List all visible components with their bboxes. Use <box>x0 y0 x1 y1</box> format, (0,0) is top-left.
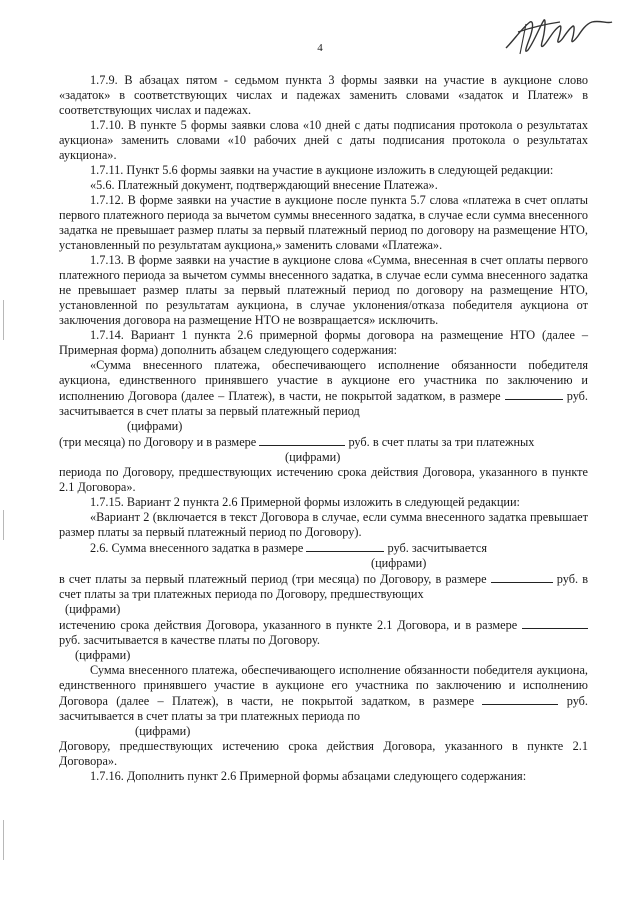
paragraph-1-7-16: 1.7.16. Дополнить пункт 2.6 Примерной формы абзацами следующего содержания: <box>90 769 527 783</box>
blank-field <box>482 693 558 705</box>
scan-mark <box>3 820 4 860</box>
paragraph-1-7-10: 1.7.10. В пункте 5 формы заявки слова «10 дней с даты подписания протокола о результатах аукциона» заменить словами «10 рабочих дней с даты подписания протокола о результатах аукциона». <box>59 118 588 162</box>
subscript-line <box>59 419 588 434</box>
paragraph-1-7-14: 1.7.14. Вариант 1 пункта 2.6 примерной формы договора на размещение НТО (далее – Примерная форма) дополнить абзацем следующего содержания: <box>59 328 588 357</box>
paragraph-1-7-15-quote: «Вариант 2 (включается в текст Договора в случае, если сумма внесенного задатка превышает размер платы за первый платежный период по Договору). <box>59 510 588 539</box>
blank-field <box>306 540 384 552</box>
subscript-label: (цифрами) <box>285 450 341 464</box>
paragraph-1-7-12: 1.7.12. В форме заявки на участие в аукционе после пункта 5.7 слова «платежа в счет оплаты первого платежного периода за вычетом суммы внесенного задатка, в случае если сумма внесенного задатка не превышает размер платы за первый платежный период по договору на размещение НТО, установленный по результатам аукциона,» заменить словами «Платежа». <box>59 193 588 252</box>
text-segment: руб. засчитывается в счет платы за три платежных периода по <box>59 694 589 723</box>
paragraph-2-6-cont2 <box>59 617 588 648</box>
text-segment: руб. в счет платы за три платежных периода по Договору, предшествующих <box>59 572 589 601</box>
paragraph-1-7-11-quote: «5.6. Платежный документ, подтверждающий внесение Платежа». <box>90 178 438 192</box>
page-number: 4 <box>317 42 323 54</box>
paragraph-1-7-14-quote <box>59 358 588 419</box>
subscript-label: (цифрами) <box>75 648 131 662</box>
blank-field <box>522 617 588 629</box>
blank-field <box>491 571 553 583</box>
paragraph-1-7-14-quote-end: периода по Договору, предшествующих истечению срока действия Договора, указанного в пункте 2.1 Договора». <box>59 465 588 494</box>
text-segment: руб. засчитывается в качестве платы по Договору. <box>59 633 320 647</box>
subscript-line <box>59 602 588 617</box>
document-body <box>59 73 588 784</box>
text-segment: руб. в счет платы за три платежных <box>348 435 535 449</box>
paragraph-2-6-second <box>59 663 588 724</box>
text-segment: «Сумма внесенного платежа, обеспечивающего исполнение обязанности победителя аукциона, единственного принявшего участие в аукционе его участника по заключению и исполнению Договора (далее – Платеж), в части, не покрытой задатком, в размере <box>59 358 588 403</box>
paragraph-2-6-second-end: Договору, предшествующих истечению срока действия Договора, указанного в пункте 2.1 Договора». <box>59 739 588 768</box>
text-segment: в счет платы за первый платежный период (три месяца) по Договору, в размере <box>59 572 487 586</box>
paragraph-1-7-13: 1.7.13. В форме заявки на участие в аукционе слова «Сумма, внесенная в счет оплаты первого платежного периода за вычетом суммы внесенного задатка, в случае если сумма внесенного задатка не превышает размер платы за первый платежный период по договору на размещение НТО, установленной по результатам аукциона, в случае уклонения/отказа победителя аукциона от заключения договора на размещение НТО не возвращается» исключить. <box>59 253 588 327</box>
text-segment: руб. засчитывается <box>387 541 487 555</box>
subscript-label: (цифрами) <box>127 419 183 433</box>
subscript-line <box>59 450 588 465</box>
subscript-label: (цифрами) <box>65 602 121 616</box>
paragraph-1-7-14-quote-cont <box>59 434 588 450</box>
paragraph-1-7-11: 1.7.11. Пункт 5.6 формы заявки на участие в аукционе изложить в следующей редакции: <box>90 163 554 177</box>
signature-image <box>500 10 618 60</box>
subscript-line <box>59 556 588 571</box>
subscript-label: (цифрами) <box>135 724 191 738</box>
paragraph-2-6-cont <box>59 571 588 602</box>
text-segment: 2.6. Сумма внесенного задатка в размере <box>90 541 304 555</box>
text-segment: Сумма внесенного платежа, обеспечивающего исполнение обязанности победителя аукциона, единственного принявшего участие в аукционе его участника по заключению и исполнению Договора (далее – Платеж), в части, не покрытой задатком, в размере <box>59 663 588 708</box>
text-segment: (три месяца) по Договору и в размере <box>59 435 257 449</box>
paragraph-1-7-9: 1.7.9. В абзацах пятом - седьмом пункта 3 формы заявки на участие в аукционе слово «задаток» в соответствующих числах и падежах заменить словами «задаток и Платеж» в соответствующих числах и падежах. <box>59 73 588 117</box>
text-segment: истечению срока действия Договора, указанного в пункте 2.1 Договора, и в размере <box>59 618 518 632</box>
blank-field <box>505 388 563 400</box>
subscript-label: (цифрами) <box>371 556 427 570</box>
text-segment: руб. засчитывается в счет платы за первый платежный период <box>59 389 589 418</box>
paragraph-2-6 <box>59 540 588 556</box>
scan-mark <box>3 510 4 540</box>
scan-mark <box>3 300 4 340</box>
subscript-line <box>59 724 588 739</box>
paragraph-1-7-15: 1.7.15. Вариант 2 пункта 2.6 Примерной формы изложить в следующей редакции: <box>90 495 520 509</box>
subscript-line <box>59 648 588 663</box>
blank-field <box>259 434 345 446</box>
